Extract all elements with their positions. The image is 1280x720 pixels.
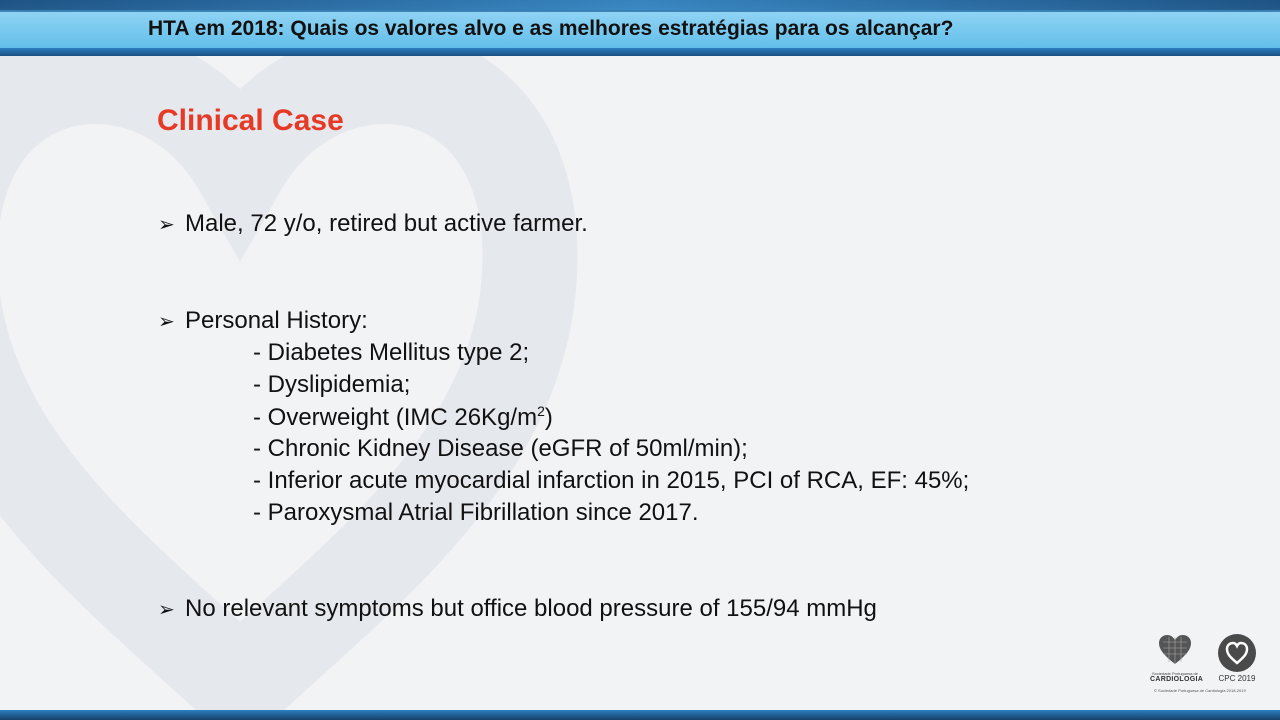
- cpc-logo: [1213, 634, 1261, 683]
- bullet-text: Personal History:: [185, 307, 368, 334]
- history-item: [253, 403, 553, 432]
- cpc-label: CPC 2019: [1218, 674, 1256, 683]
- cpc-heart-icon: [1218, 634, 1256, 672]
- spc-name: CARDIOLOGIA: [1150, 676, 1204, 683]
- bullet-patient: [158, 210, 588, 238]
- header-underline: [0, 48, 1280, 56]
- heart-grid-icon: [1157, 634, 1193, 666]
- bullet-text: No relevant symptoms but office blood pressure of 155/94 mmHg: [185, 595, 877, 622]
- spc-logo: [1150, 634, 1204, 694]
- arrow-bullet-icon: ➢: [158, 311, 175, 333]
- superscript: 2: [537, 403, 545, 419]
- copyright-text: © Sociedade Portuguesa de Cardiologia 2018-2019: [1154, 688, 1246, 693]
- history-item: - Dyslipidemia;: [253, 371, 411, 398]
- presentation-title: HTA em 2018: Quais os valores alvo e as melhores estratégias para os alcançar?: [148, 17, 954, 40]
- footer-logos: [1150, 634, 1260, 694]
- arrow-bullet-icon: ➢: [158, 599, 175, 621]
- arrow-bullet-icon: ➢: [158, 214, 175, 236]
- footer-band: [0, 710, 1280, 720]
- history-item-text: - Overweight (IMC 26Kg/m: [253, 404, 538, 431]
- history-item: - Chronic Kidney Disease (eGFR of 50ml/min);: [253, 435, 748, 462]
- history-item: - Inferior acute myocardial infarction in 2015, PCI of RCA, EF: 45%;: [253, 467, 970, 494]
- bullet-text: Male, 72 y/o, retired but active farmer.: [185, 210, 588, 237]
- header-banner: [0, 0, 1280, 56]
- spc-small-text: Sociedade Portuguesa de: [1151, 671, 1199, 676]
- bullet-symptoms: [158, 595, 877, 623]
- bullet-personal-history: [158, 307, 368, 335]
- history-item: - Diabetes Mellitus type 2;: [253, 339, 530, 366]
- history-item: - Paroxysmal Atrial Fibrillation since 2017.: [253, 499, 699, 526]
- history-item-close: ): [544, 404, 553, 431]
- slide-title: Clinical Case: [157, 104, 344, 137]
